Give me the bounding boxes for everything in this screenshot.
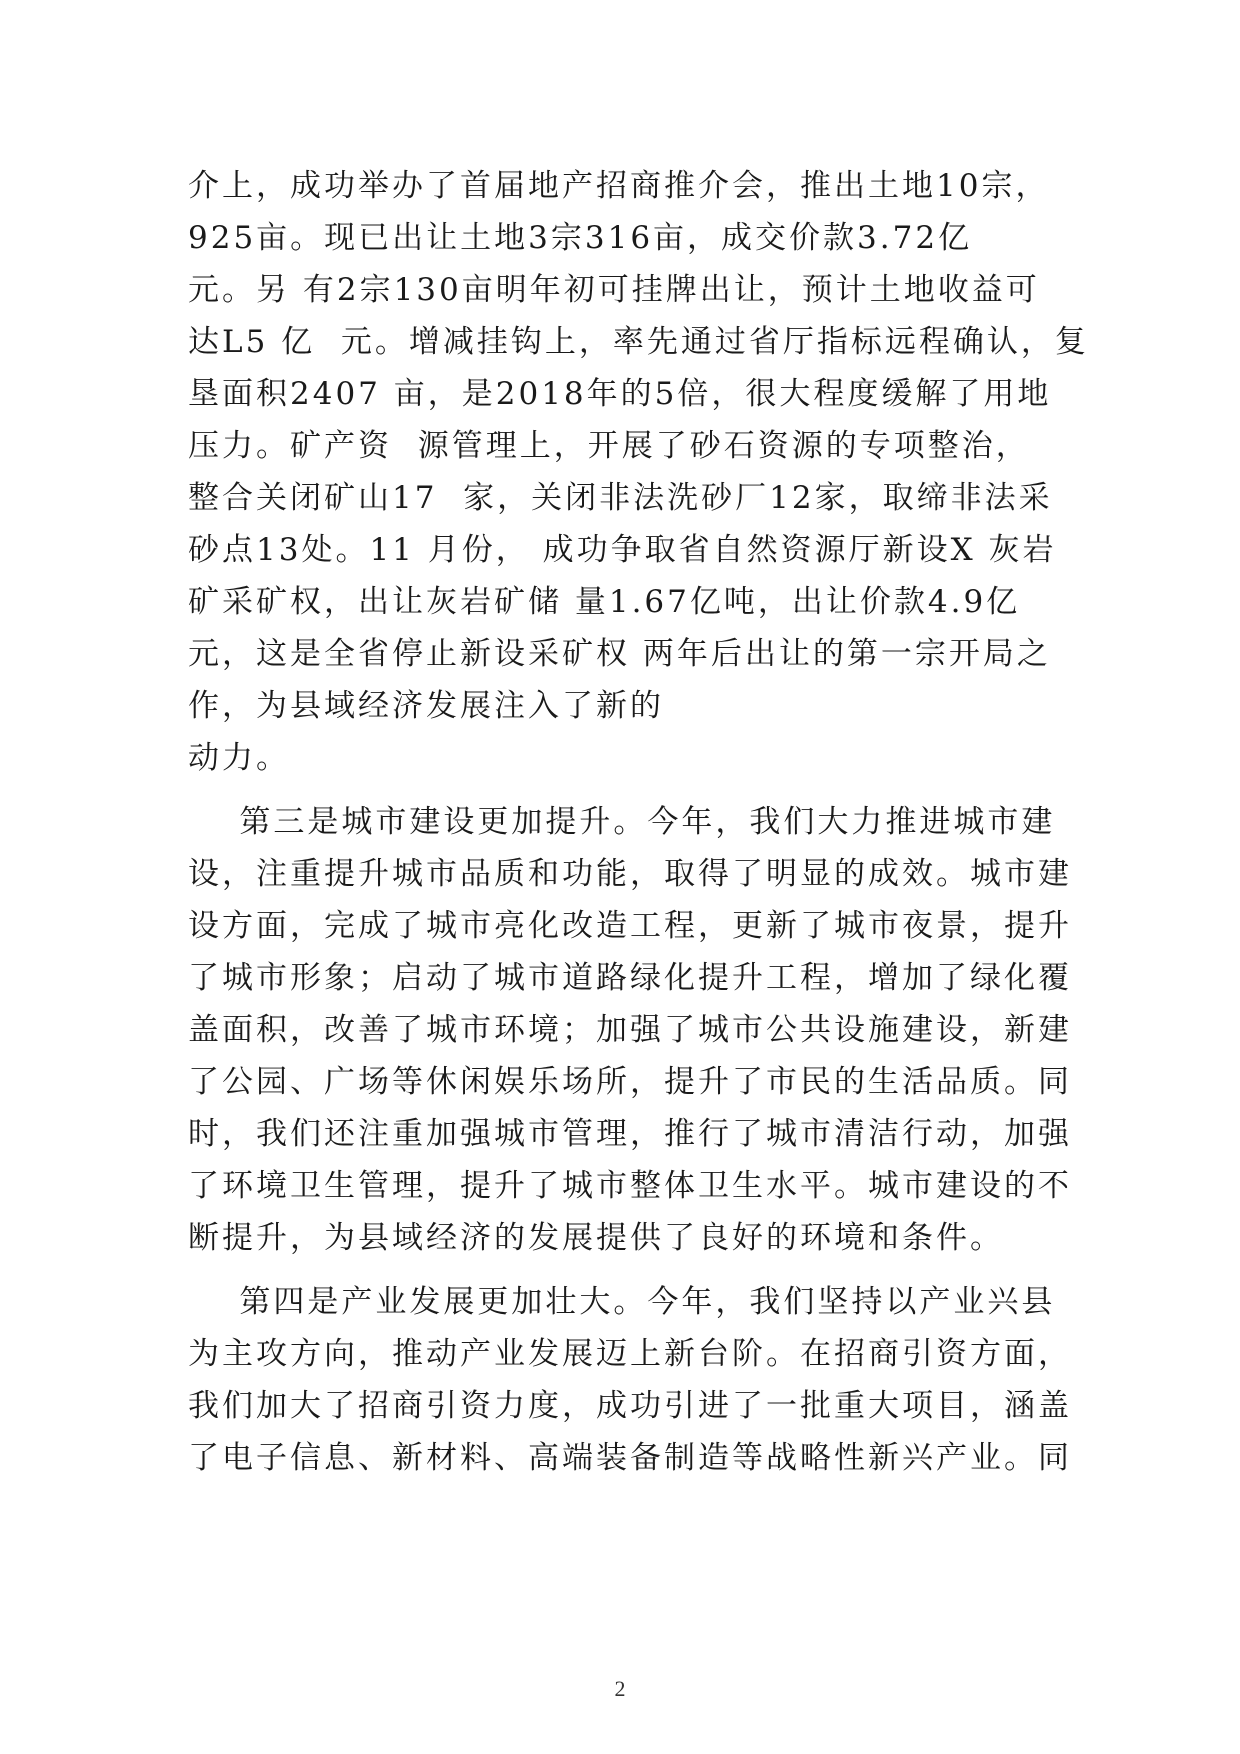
document-body <box>188 160 1089 1484</box>
text-line: 925亩。现已出让土地3宗316亩，成交价款3.72亿 <box>188 220 973 256</box>
text-line: 达L5 亿 元。增减挂钩上，率先通过省厅指标远程确认，复 <box>188 324 1089 360</box>
text-line: 作，为县域经济发展注入了新的 <box>188 688 664 724</box>
text-line: 断提升，为县域经济的发展提供了良好的环境和条件。 <box>188 1220 1004 1256</box>
paragraph <box>188 796 1072 1264</box>
text-line: 时，我们还注重加强城市管理，推行了城市清洁行动，加强 <box>188 1116 1072 1152</box>
page-number: 2 <box>614 1676 626 1701</box>
text-line: 整合关闭矿山17 家，关闭非法洗砂厂12家，取缔非法采 <box>188 480 1053 516</box>
paragraph-gap <box>188 784 1068 796</box>
text-line: 为主攻方向，推动产业发展迈上新台阶。在招商引资方面， <box>188 1336 1072 1372</box>
text-line: 元，这是全省停止新设采矿权 两年后出让的第一宗开局之 <box>188 636 1051 672</box>
text-line: 矿采矿权，出让灰岩矿储 量1.67亿吨，出让价款4.9亿 <box>188 584 1021 620</box>
text-line: 压力。矿产资 源管理上，开展了砂石资源的专项整治， <box>188 428 1030 464</box>
text-line: 垦面积2407 亩，是2018年的5倍，很大程度缓解了用地 <box>188 376 1052 412</box>
paragraph-gap <box>188 1264 1068 1276</box>
text-line: 砂点13处。11 月份， 成功争取省自然资源厅新设X 灰岩 <box>188 532 1057 568</box>
text-line: 设方面，完成了城市亮化改造工程，更新了城市夜景，提升 <box>188 908 1072 944</box>
text-line: 了公园、广场等休闲娱乐场所，提升了市民的生活品质。同 <box>188 1064 1072 1100</box>
text-line: 了电子信息、新材料、高端装备制造等战略性新兴产业。同 <box>188 1440 1072 1476</box>
text-line: 第四是产业发展更加壮大。今年，我们坚持以产业兴县 <box>188 1284 1056 1320</box>
text-line: 设，注重提升城市品质和功能，取得了明显的成效。城市建 <box>188 856 1072 892</box>
text-line: 介上，成功举办了首届地产招商推介会，推出土地10宗， <box>188 168 1050 204</box>
text-line: 盖面积，改善了城市环境；加强了城市公共设施建设，新建 <box>188 1012 1072 1048</box>
text-line: 了环境卫生管理，提升了城市整体卫生水平。城市建设的不 <box>188 1168 1072 1204</box>
text-line: 第三是城市建设更加提升。今年，我们大力推进城市建 <box>188 804 1056 840</box>
text-line: 了城市形象；启动了城市道路绿化提升工程，增加了绿化覆 <box>188 960 1072 996</box>
text-line: 动力。 <box>188 740 290 776</box>
text-line: 元。另 有2宗130亩明年初可挂牌出让，预计土地收益可 <box>188 272 1040 308</box>
paragraph <box>188 160 1089 784</box>
text-line: 我们加大了招商引资力度，成功引进了一批重大项目，涵盖 <box>188 1388 1072 1424</box>
paragraph <box>188 1276 1072 1484</box>
